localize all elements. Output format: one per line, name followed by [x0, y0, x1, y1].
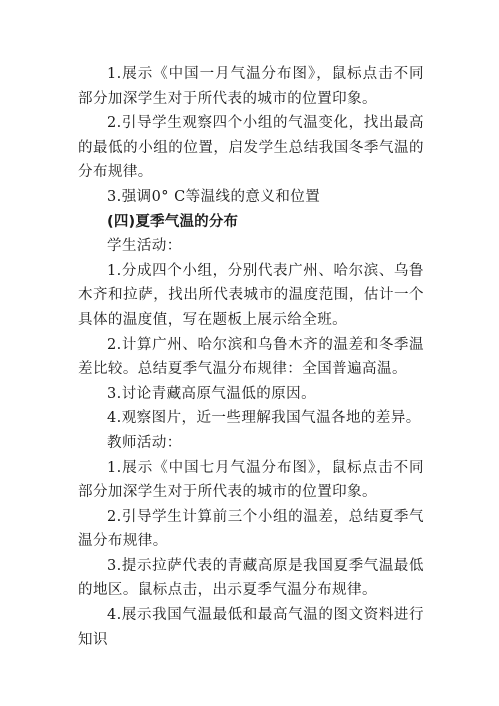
paragraph-student-step-4: 4.观察图片，近一些理解我国气温各地的差异。 [107, 410, 421, 427]
paragraph-winter-step-3: 3.强调0° C等温线的意义和位置 [107, 188, 321, 205]
paragraph-teacher-step-4: 4.展示我国气温最低和最高气温的图文资料进行知识 [78, 607, 424, 648]
paragraph-winter-step-1: 1.展示《中国一月气温分布图》，鼠标点击不同部分加深学生对于所代表的城市的位置印象。 [78, 66, 424, 107]
paragraph-teacher-step-2: 2.引导学生计算前三个小组的温差，总结夏季气温分布规律。 [78, 508, 424, 550]
teacher-activities-label: 教师活动： [107, 434, 182, 451]
paragraph-teacher-step-3: 3.提示拉萨代表的青藏高原是我国夏季气温最低的地区。鼠标点击，出示夏季气温分布规律。 [78, 557, 424, 599]
student-activities-label: 学生活动： [107, 238, 182, 255]
document-page [78, 62, 424, 652]
paragraph-student-step-1: 1.分成四个小组，分别代表广州、哈尔滨、乌鲁木齐和拉萨，找出所代表城市的温度范围，估计一个具体的温度值，写在题板上展示给全班。 [78, 262, 424, 328]
section-heading-summer-temperature: (四)夏季气温的分布 [107, 213, 239, 230]
paragraph-student-step-2: 2.计算广州、哈尔滨和乌鲁木齐的温差和冬季温差比较。总结夏季气温分布规律：全国普遍高温。 [78, 336, 424, 378]
paragraph-winter-step-2: 2.引导学生观察四个小组的气温变化，找出最高的最低的小组的位置，启发学生总结我国冬季气温的分布规律。 [78, 115, 424, 181]
paragraph-student-step-3: 3.讨论青藏高原气温低的原因。 [107, 385, 317, 402]
paragraph-teacher-step-1: 1.展示《中国七月气温分布图》，鼠标点击不同部分加深学生对于所代表的城市的位置印象。 [78, 459, 424, 501]
